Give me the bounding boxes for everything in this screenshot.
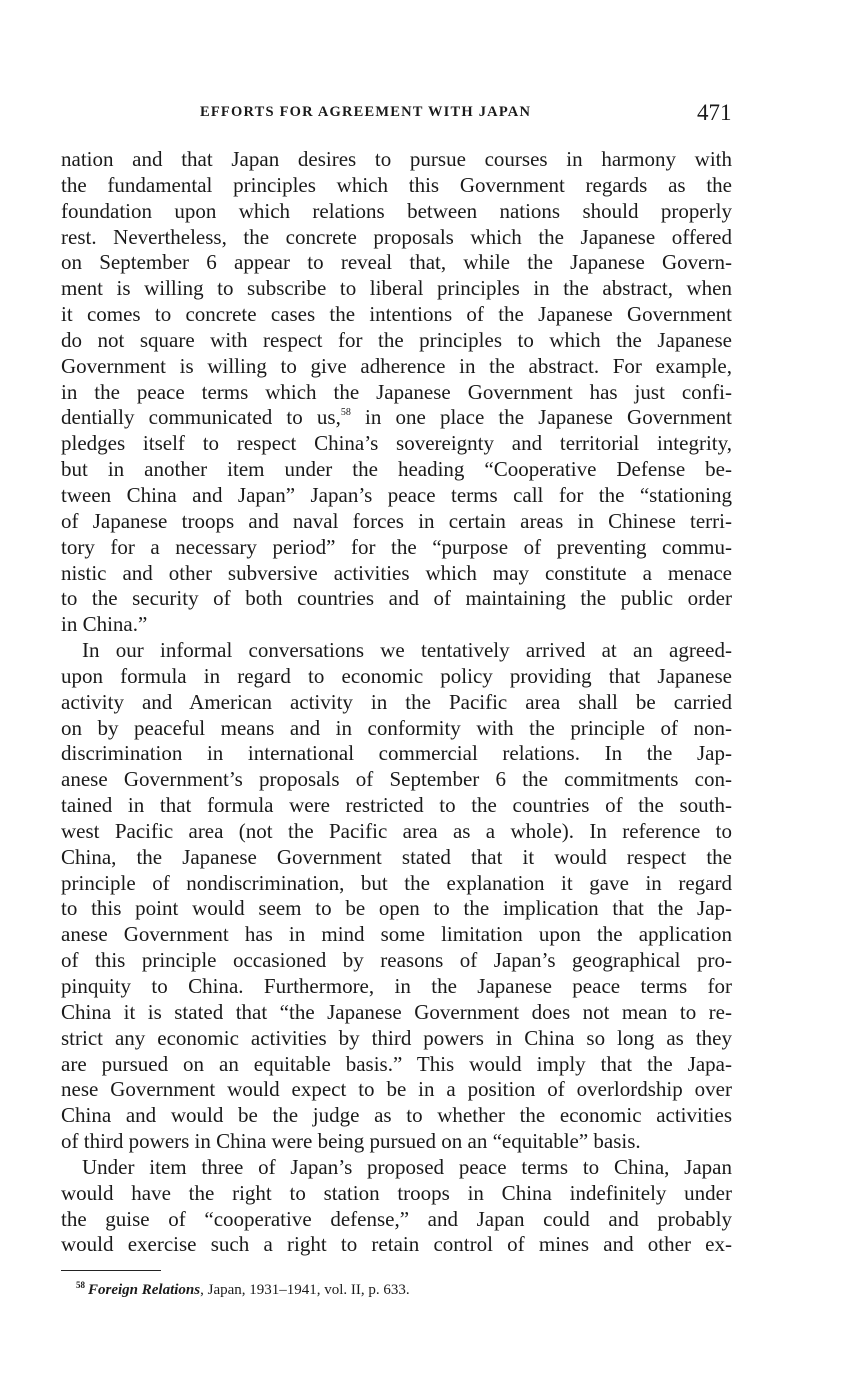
text-line: nese Government would expect to be in a position of overlordship over xyxy=(61,1077,732,1102)
text-line: Under item three of Japan’s proposed peace terms to China, Japan xyxy=(82,1154,732,1179)
text-line: the fundamental principles which this Government regards as the xyxy=(61,172,732,197)
footnote xyxy=(76,1280,410,1300)
text-line: Government is willing to give adherence in the abstract. For example, xyxy=(61,353,732,378)
text-line: dentially communicated to us,$^{58}$ in one place the Japanese Government xyxy=(61,405,732,430)
text-line: in China.” xyxy=(61,612,148,637)
text-line: In our informal conversations we tentatively arrived at an agreed- xyxy=(82,638,732,663)
text-line: do not square with respect for the principles to which the Japanese xyxy=(61,327,732,352)
text-line: the guise of “cooperative defense,” and Japan could and probably xyxy=(61,1206,732,1231)
footnote-source-title: Foreign Relations xyxy=(88,1282,201,1298)
text-line: to this point would seem to be open to the implication that the Jap- xyxy=(61,896,732,921)
text-line: west Pacific area (not the Pacific area as a whole). In reference to xyxy=(61,818,732,843)
footnote-citation: , Japan, 1931–1941, vol. II, p. 633. xyxy=(200,1282,410,1298)
text-line: on by peaceful means and in conformity with the principle of non- xyxy=(61,715,732,740)
paragraph xyxy=(61,1155,732,1258)
footnote-marker: 58 xyxy=(76,1280,85,1290)
text-line: would exercise such a right to retain control of mines and other ex- xyxy=(61,1232,732,1257)
footnote-rule xyxy=(61,1270,161,1271)
text-line: pinquity to China. Furthermore, in the Japanese peace terms for xyxy=(61,974,732,998)
text-line: but in another item under the heading “Cooperative Defense be- xyxy=(61,457,732,482)
paragraph xyxy=(61,147,732,638)
running-head: EFFORTS FOR AGREEMENT WITH JAPAN xyxy=(200,104,532,120)
text-line: tained in that formula were restricted to the countries of the south- xyxy=(61,793,732,818)
text-line: ment is willing to subscribe to liberal principles in the abstract, when xyxy=(61,276,732,301)
text-line: strict any economic activities by third powers in China so long as they xyxy=(61,1025,732,1050)
text-line: activity and American activity in the Pacific area shall be carried xyxy=(61,689,732,714)
text-line: nation and that Japan desires to pursue courses in harmony with xyxy=(61,147,732,171)
text-line: to the security of both countries and of maintaining the public order xyxy=(61,586,732,611)
text-line: anese Government has in mind some limitation upon the application xyxy=(61,922,732,947)
text-line: foundation upon which relations between nations should properly xyxy=(61,198,732,223)
footnote-reference: 58 xyxy=(340,407,351,419)
text-line: anese Government’s proposals of September 6 the commitments con- xyxy=(61,767,732,792)
text-line: China and would be the judge as to whether the economic activities xyxy=(61,1103,732,1128)
text-line: China it is stated that “the Japanese Government does not mean to re- xyxy=(61,999,732,1024)
text-line: rest. Nevertheless, the concrete proposals which the Japanese offered xyxy=(61,224,732,249)
text-line: upon formula in regard to economic policy providing that Japanese xyxy=(61,663,732,688)
text-line: in the peace terms which the Japanese Government has just confi- xyxy=(61,379,732,404)
text-line: discrimination in international commercial relations. In the Jap- xyxy=(61,741,732,766)
text-line: of this principle occasioned by reasons of Japan’s geographical pro- xyxy=(61,948,732,973)
text-line: of Japanese troops and naval forces in certain areas in Chinese terri- xyxy=(61,508,732,533)
text-line: tory for a necessary period” for the “purpose of preventing commu- xyxy=(61,534,732,559)
text-line: China, the Japanese Government stated that it would respect the xyxy=(61,844,732,869)
text-line: it comes to concrete cases the intentions of the Japanese Government xyxy=(61,302,732,327)
text-line: tween China and Japan” Japan’s peace terms call for the “stationing xyxy=(61,482,732,507)
body-text xyxy=(61,147,732,1258)
text-line: pledges itself to respect China’s sovereignty and territorial integrity, xyxy=(61,431,732,456)
text-line: would have the right to station troops in China indefinitely under xyxy=(61,1180,732,1205)
text-line: are pursued on an equitable basis.” This would imply that the Japa- xyxy=(61,1051,732,1076)
text-line: principle of nondiscrimination, but the explanation it gave in regard xyxy=(61,870,732,895)
text-line: on September 6 appear to reveal that, while the Japanese Govern- xyxy=(61,250,732,275)
paragraph xyxy=(61,638,732,1155)
text-line: of third powers in China were being pursued on an “equitable” basis. xyxy=(61,1129,641,1154)
page-number: 471 xyxy=(697,100,732,125)
text-line: nistic and other subversive activities which may constitute a menace xyxy=(61,560,732,585)
